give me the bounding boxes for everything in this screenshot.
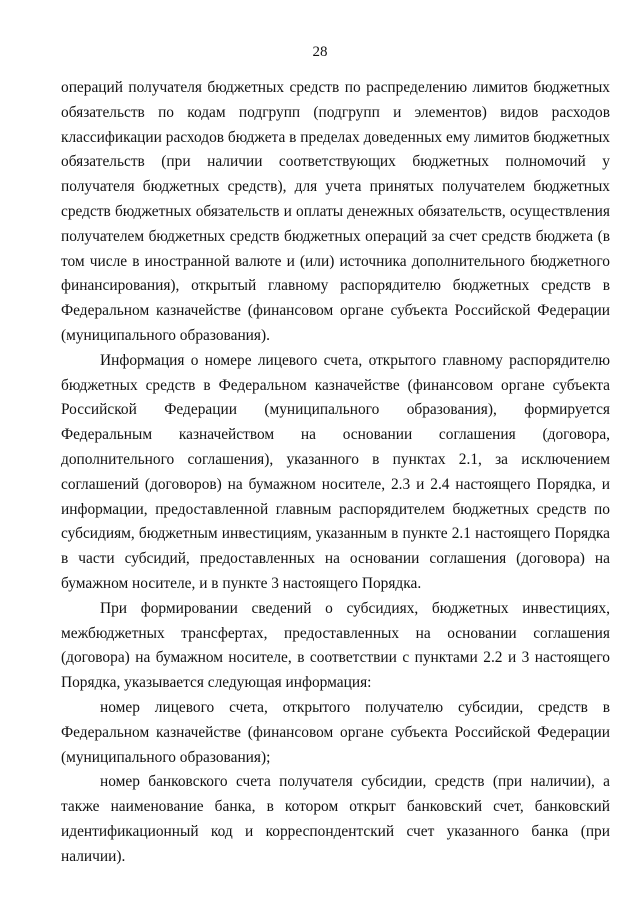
- paragraph-continuation: операций получателя бюджетных средств по распределению лимитов бюджетных обязательств по кодам подгрупп (подгрупп и элементов) видов расходов классификации расходов бюджета в пределах доведенных ему лимитов бюджетных обязательств (при наличии соответствующих бюджетных полномочий у получателя бюджетных средств), для учета принятых получателем бюджетных средств бюджетных обязательств и оплаты денежных обязательств, осуществления получателем бюджетных средств бюджетных операций за счет средств бюджета (в том числе в иностранной валюте и (или) источника дополнительного бюджетного финансирования), открытый главному распорядителю бюджетных средств в Федеральном казначействе (финансовом органе субъекта Российской Федерации (муниципального образования).: [61, 79, 610, 344]
- document-body: [61, 76, 610, 870]
- page-number: 28: [312, 44, 328, 60]
- paragraph-account-number: номер лицевого счета, открытого получателю субсидии, средств в Федеральном казначействе (финансовом органе субъекта Российской Федерации (муниципального образования);: [61, 698, 610, 766]
- paragraph-account-info: Информация о номере лицевого счета, открытого главному распорядителю бюджетных средств в Федеральном казначействе (финансовом органе субъекта Российской Федерации (муниципального образования), формируется Федеральным казначейством на основании соглашения (договора, дополнительного соглашения), указанного в пунктах 2.1, за исключением соглашений (договоров) на бумажном носителе, 2.3 и 2.4 настоящего Порядка, и информации, предоставленной главным распорядителем бюджетных средств по субсидиям, бюджетным инвестициям, указанным в пункте 2.1 настоящего Порядка в части субсидий, предоставленных на основании соглашения (договора) на бумажном носителе, и в пункте 3 настоящего Порядка.: [61, 351, 610, 592]
- paragraph-bank-account: номер банковского счета получателя субсидии, средств (при наличии), а также наименование банка, в котором открыт банковский счет, банковский идентификационный код и корреспондентский счет указанного банка (при наличии).: [61, 773, 610, 865]
- paragraph-subsidy-info: При формировании сведений о субсидиях, бюджетных инвестициях, межбюджетных трансфертах, предоставленных на основании соглашения (договора) на бумажном носителе, в соответствии с пунктами 2.2 и 3 настоящего Порядка, указывается следующая информация:: [61, 599, 610, 692]
